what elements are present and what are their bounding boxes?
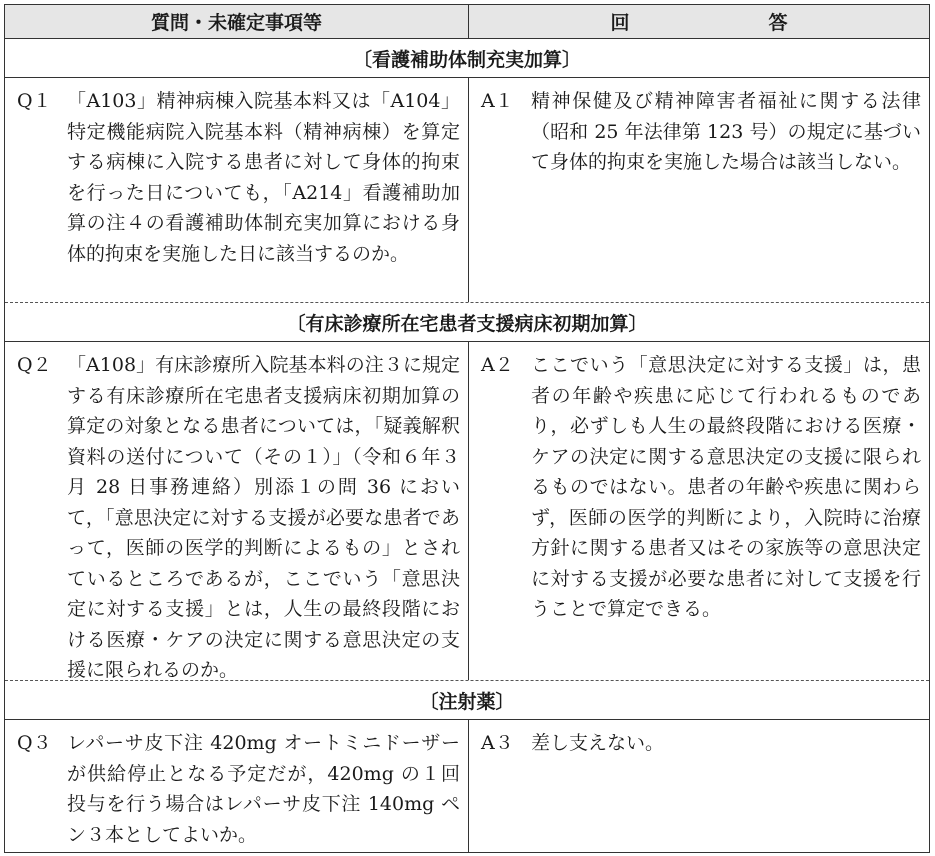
question-text: 「A103」精神病棟入院基本料又は「A104」特定機能病院入院基本料（精神病棟）を算定する病棟に入院する患者に対して身体的拘束を行った日についても，「A214」看護補助加算の注４の看護補助体制充実加算における身体的拘束を実施した日に該当するのか。 — [67, 90, 460, 265]
qa-row — [5, 719, 929, 852]
answer-cell — [469, 720, 929, 852]
answer-label: A２ — [481, 354, 514, 376]
question-label: Q１ — [17, 90, 52, 112]
qa-row — [5, 341, 929, 680]
answer-text: ここでいう「意思決定に対する支援」は，患者の年齢や疾患に応じて行われるものであり，必ずしも人生の最終段階における医療・ケアの決定に関する意思決定の支援に限られるものではない。患者の年齢や疾患に関わらず，医師の医学的判断により，入院時に治療方針に関する患者又はその家族等の意思決定に対する支援が必要な患者に対して支援を行うことで算定できる。 — [531, 354, 921, 620]
question-column-header: 質問・未確定事項等 — [5, 5, 469, 38]
question-cell — [5, 720, 469, 852]
question-label: Q２ — [17, 354, 52, 376]
question-text: 「A108」有床診療所入院基本料の注３に規定する有床診療所在宅患者支援病床初期加算の算定の対象となる患者については，「疑義解釈資料の送付について（その１）」（令和６年３月 28 日事務連絡）別添１の問 36 において，「意思決定に対する支援が必要な患者であって，医師の医学的判断によるもの」とされているところであるが，ここでいう「意思決定に対する支援」とは，人生の最終段階における医療・ケアの決定に関する意思決定の支援に限られるのか。 — [67, 354, 460, 681]
question-cell — [5, 342, 469, 680]
table-header — [5, 5, 929, 39]
answer-text: 精神保健及び精神障害者福祉に関する法律（昭和 25 年法律第 123 号）の規定に基づいて身体的拘束を実施した場合は該当しない。 — [531, 90, 921, 173]
section-title: 〔有床診療所在宅患者支援病床初期加算〕 — [286, 312, 648, 335]
answer-text: 差し支えない。 — [531, 732, 665, 754]
qa-table — [4, 4, 930, 853]
answer-column-header: 回 答 — [610, 12, 848, 34]
section-title: 〔注射薬〕 — [419, 690, 515, 713]
answer-label: A１ — [481, 90, 514, 112]
question-cell — [5, 78, 469, 302]
answer-cell — [469, 342, 929, 680]
section-title: 〔看護補助体制充実加算〕 — [352, 48, 581, 71]
question-text: レパーサ皮下注 420mg オートミニドーザーが供給停止となる予定だが，420mg の１回投与を行う場合はレパーサ皮下注 140mg ペン３本としてよいか。 — [67, 732, 460, 846]
answer-cell — [469, 78, 929, 302]
question-label: Q３ — [17, 732, 52, 754]
answer-label: A３ — [481, 732, 514, 754]
qa-row — [5, 77, 929, 302]
